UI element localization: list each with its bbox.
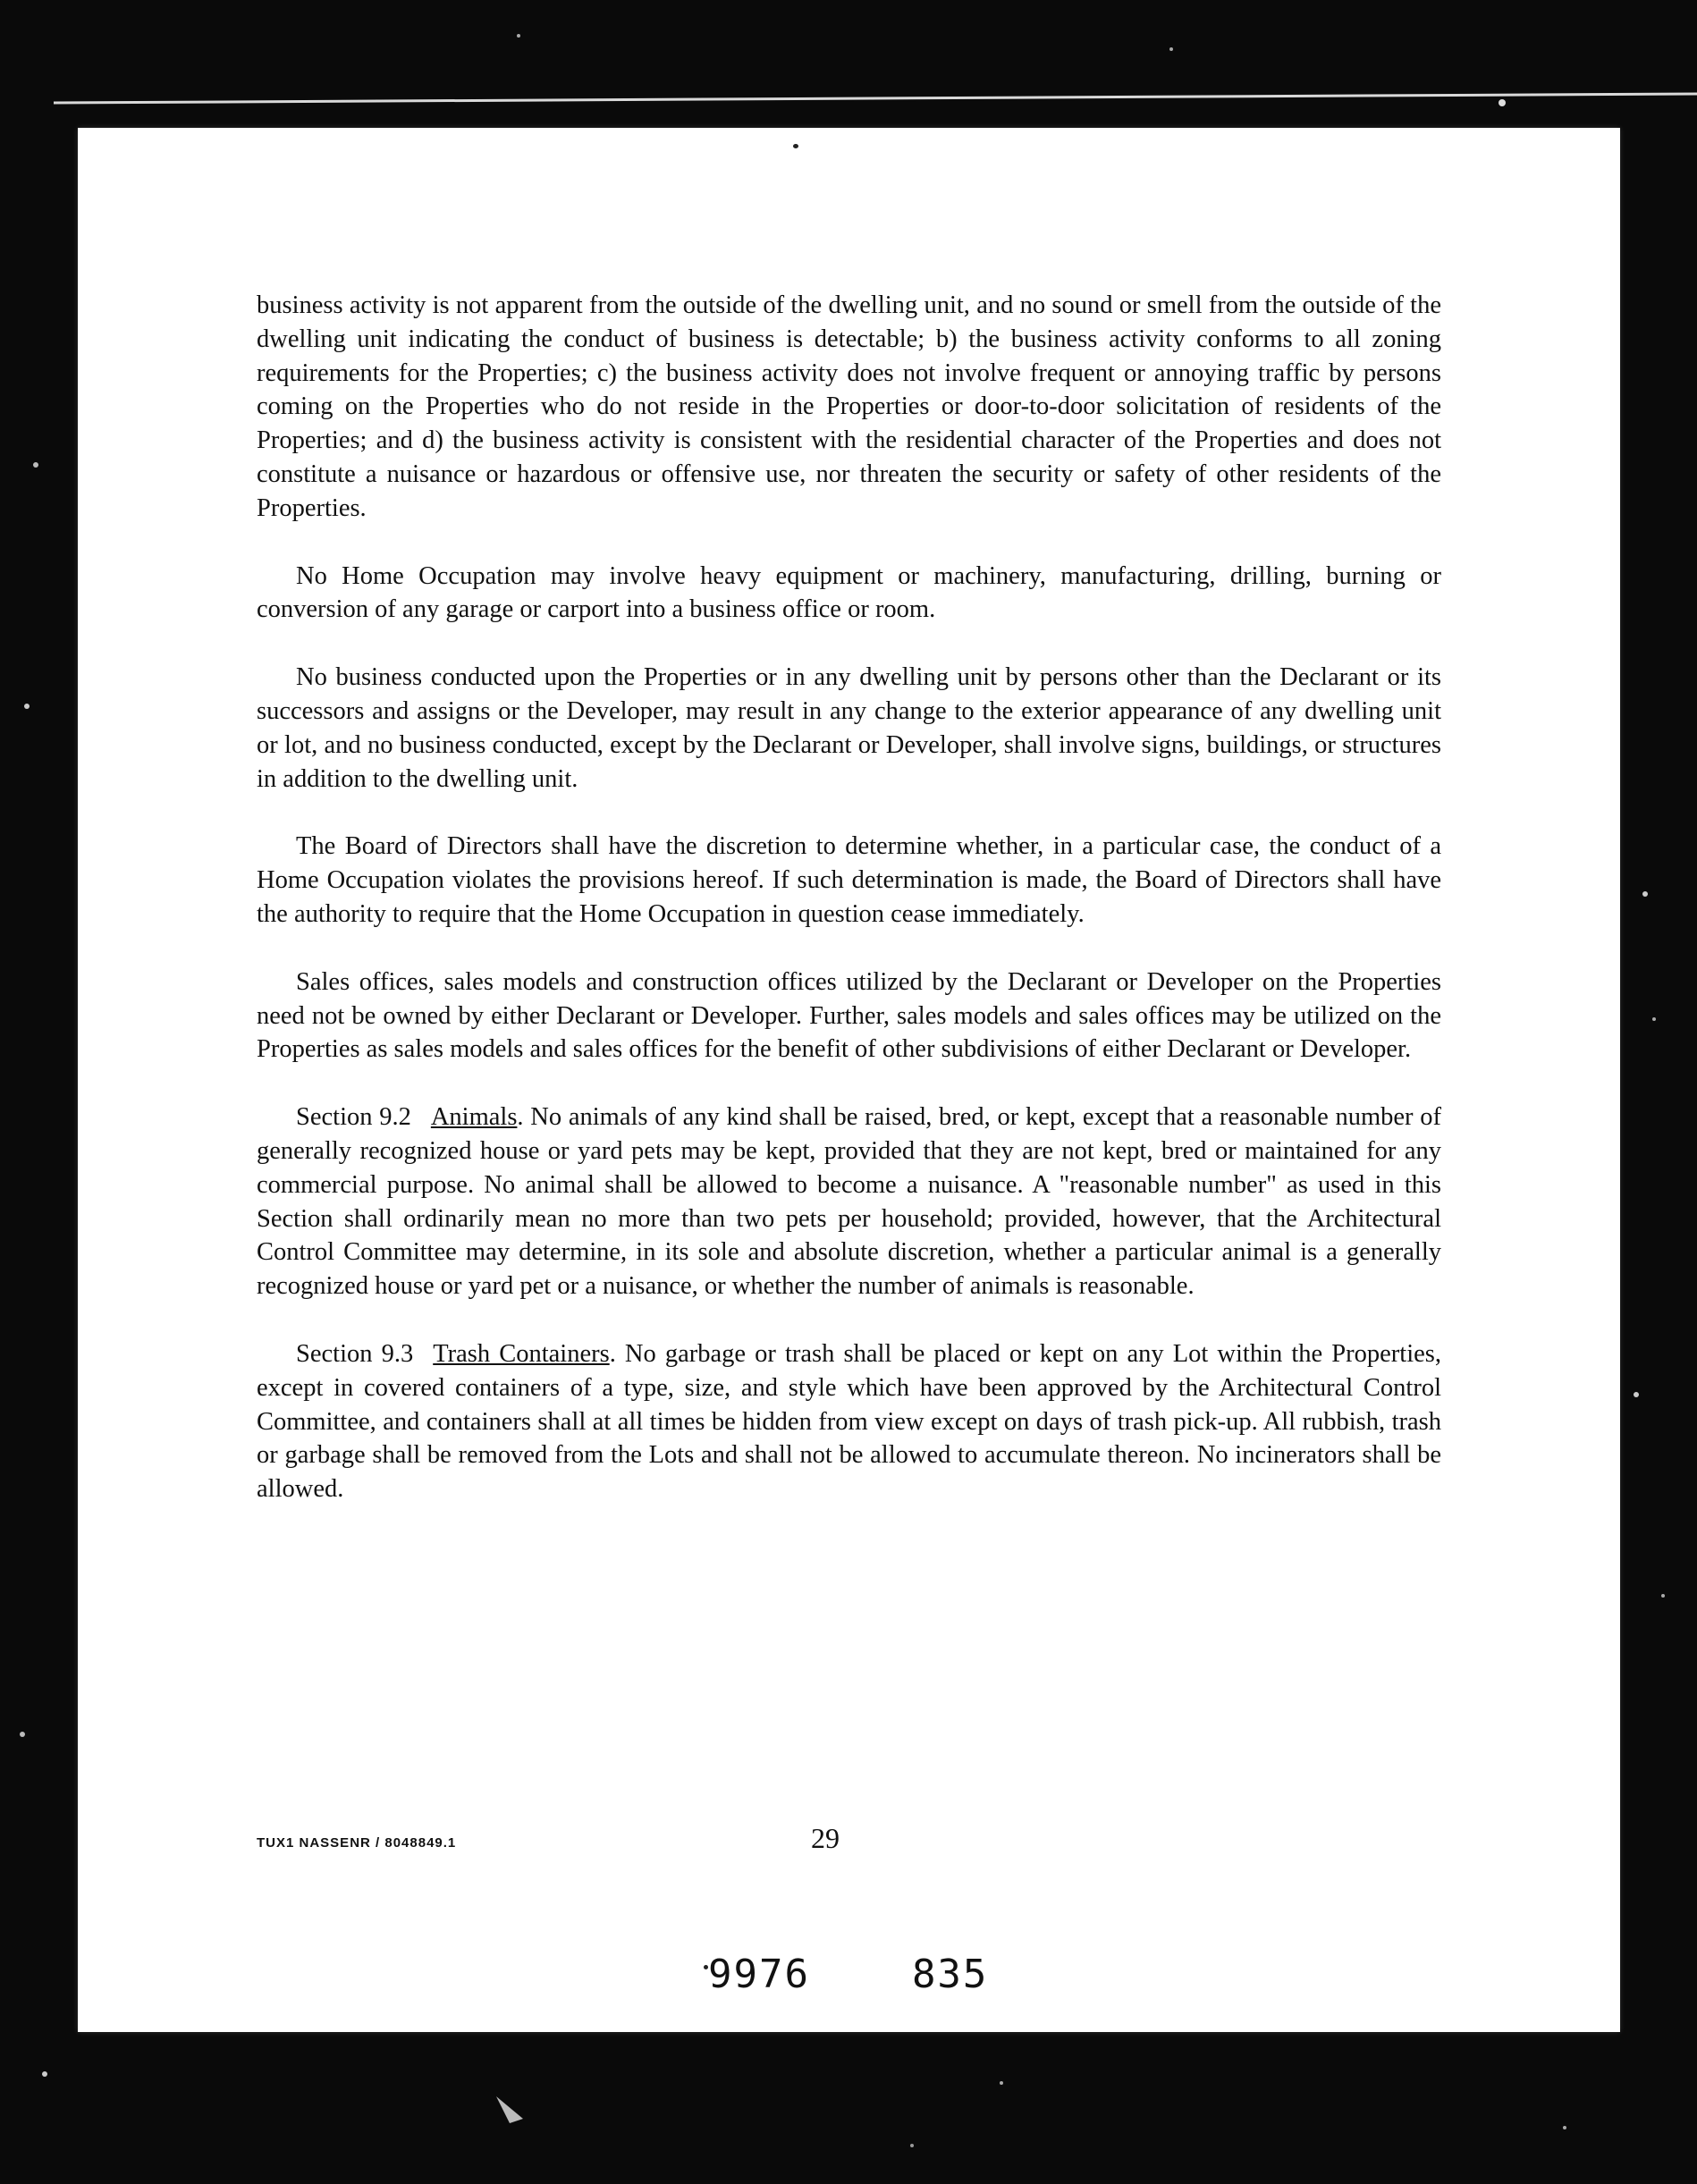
section-number: Section 9.2 [296,1103,411,1132]
bates-number-left: 9976 [708,1952,810,1997]
paragraph-home-occupation-conditions: business activity is not apparent from the outside of the dwelling unit, and no sound or smell from the outside of the dwelling unit indicating the conduct of business is detectable; b) the business activity conforms to all zoning requirements for the Properties; c) the business activity does not involve frequent or annoying traffic by persons coming on the Properties who do not reside in the Properties or door-to-door solicitation of residents of the Properties; and d) the business activity is consistent with the residential character of the Properties and does not constitute a nuisance or hazardous or offensive use, nor threaten the security or safety of other residents of the Properties. [257,291,1441,522]
section-heading: Trash Containers [433,1339,610,1368]
page-number: 29 [811,1822,840,1854]
section-heading-punct: . [609,1339,616,1368]
section-number: Section 9.3 [296,1339,414,1368]
section-text: No garbage or trash shall be placed or kept on any Lot within the Properties, except in covered containers of a type, size, and style which have been approved by the Architectural Control Committee, and containers shall at all times be hidden from view except on days of trash pick-up. All rubbish, trash or garbage shall be removed from the Lots and shall not be allowed to accumulate thereon. No incinerators shall be allowed. [257,1339,1441,1504]
document-page [78,128,1620,2032]
paragraph-board-discretion: The Board of Directors shall have the discretion to determine whether, in a particular case, the conduct of a Home Occupation violates the provisions hereof. If such determination is made, the Board of Directors shall have the authority to require that the Home Occupation in question cease immediately. [257,832,1441,928]
document-body [257,289,1441,1540]
scan-speck [793,144,798,148]
section-9-3-trash-containers [257,1337,1441,1506]
section-heading: Animals [430,1103,518,1132]
bates-number [708,1952,988,1997]
bates-number-right: 835 [911,1952,989,1997]
section-text: No animals of any kind shall be raised, bred, or kept, except that a reasonable number of generally recognized house or yard pets may be kept, provided that they are not kept, bred or maintained for any commercial purpose. No animal shall be allowed to become a nuisance. A "reasonable number" as used in this Section shall ordinarily mean no more than two pets per household; provided, however, that the Architectural Control Committee may determine, in its sole and absolute discretion, whether a particular animal is a generally recognized house or yard pet or a nuisance, or whether the number of animals is reasonable. [257,1103,1441,1301]
section-heading-punct: . [517,1103,524,1132]
section-9-2-animals [257,1100,1441,1303]
paragraph-exterior-appearance: No business conducted upon the Properties or in any dwelling unit by persons other than the Declarant or its successors and assigns or the Developer, may result in any change to the exterior appearance of any dwelling unit or lot, and no business conducted, except by the Declarant or Developer, shall involve signs, buildings, or structures in addition to the dwelling unit. [257,663,1441,793]
paragraph-heavy-equipment: No Home Occupation may involve heavy equipment or machinery, manufacturing, drilling, burning or conversion of any garage or carport into a business office or room. [257,561,1441,624]
paragraph-sales-offices: Sales offices, sales models and construction offices utilized by the Declarant or Developer on the Properties need not be owned by either Declarant or Developer. Further, sales models and sales offices may be utilized on the Properties as sales models and sales offices for the benefit of other subdivisions of either Declarant or Developer. [257,967,1441,1064]
footer-document-code: TUX1 NASSENR / 8048849.1 [257,1835,457,1851]
